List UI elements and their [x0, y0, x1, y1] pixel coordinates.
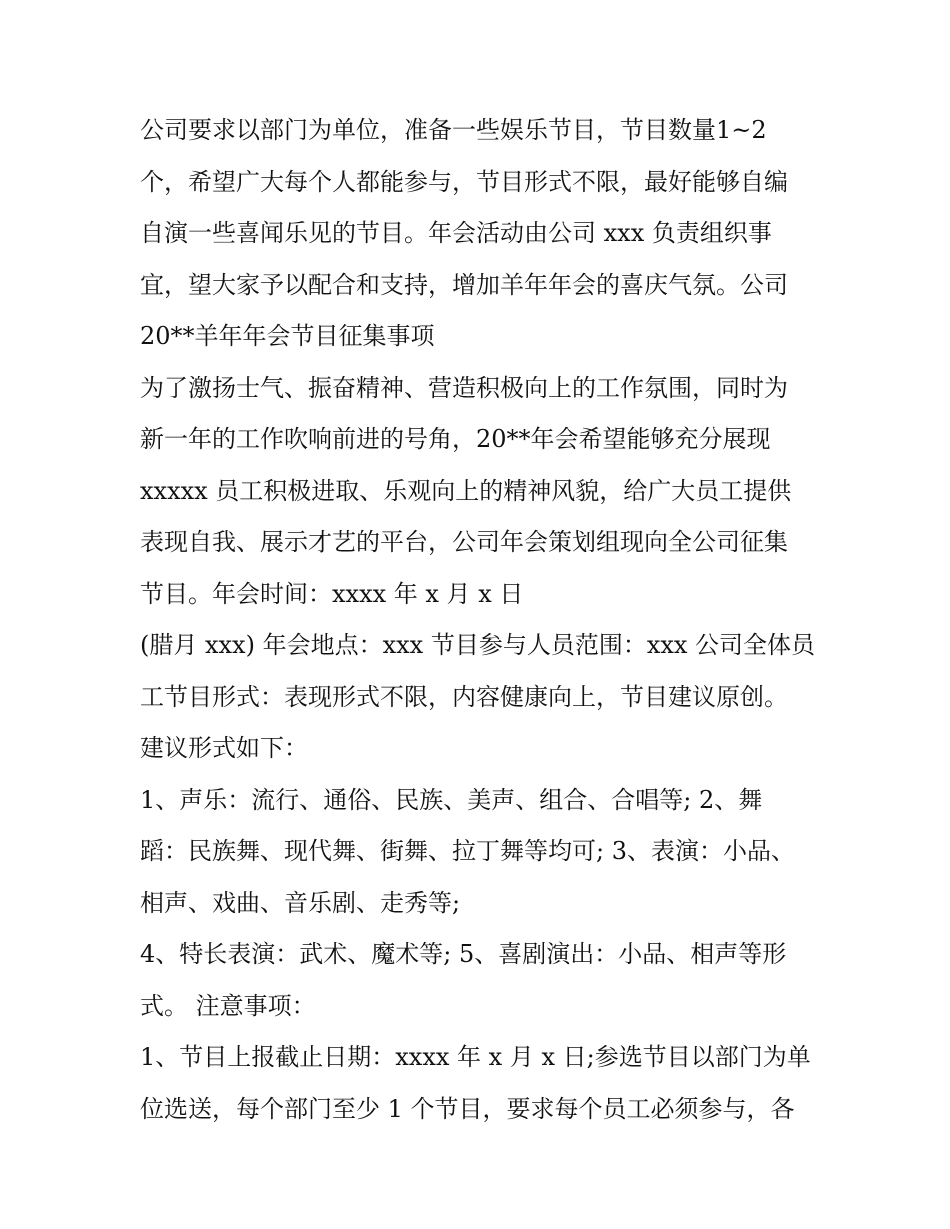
text-line: 工节目形式：表现形式不限，内容健康向上，节目建议原创。 [140, 682, 788, 711]
text-line: 自演一些喜闻乐见的节目。年会活动由公司 xxx 负责组织事 [140, 219, 772, 247]
text-line: 节目。年会时间：xxxx 年 x 月 x 日 [140, 579, 524, 608]
text-line: (腊月 xxx) 年会地点：xxx 节目参与人员范围：xxx 公司全体员 [140, 631, 816, 659]
list-item: 相声、戏曲、音乐剧、走秀等; [140, 888, 461, 917]
document-body [140, 105, 820, 1135]
list-item: 4、特长表演：武术、魔术等; 5、喜剧演出：小品、相声等形 [140, 940, 787, 968]
text-line: 新一年的工作吹响前进的号角，20**年会希望能够充分展现 [140, 425, 771, 453]
text-line: 表现自我、展示才艺的平台，公司年会策划组现向全公司征集 [140, 528, 788, 556]
text-line: 式。 注意事项： [140, 991, 316, 1020]
section-title: 20**羊年年会节目征集事项 [140, 322, 435, 350]
list-item: 1、节目上报截止日期：xxxx 年 x 月 x 日;参选节目以部门为单 [140, 1043, 811, 1071]
text-line: 个，希望广大每个人都能参与，节目形式不限，最好能够自编 [140, 167, 788, 196]
list-item: 蹈：民族舞、现代舞、街舞、拉丁舞等均可; 3、表演：小品、 [140, 837, 795, 865]
text-line: 建议形式如下： [140, 734, 308, 762]
text-line: xxxxx 员工积极进取、乐观向上的精神风貌，给广大员工提供 [140, 476, 792, 505]
list-item: 位选送，每个部门至少 1 个节目，要求每个员工必须参与，各 [140, 1094, 795, 1123]
text-line: 公司要求以部门为单位，准备一些娱乐节目，节目数量1~2 [140, 116, 767, 144]
list-item: 1、声乐：流行、通俗、民族、美声、组合、合唱等; 2、舞 [140, 785, 763, 814]
text-line: 宜，望大家予以配合和支持，增加羊年年会的喜庆气氛。公司 [140, 270, 788, 299]
text-line: 为了激扬士气、振奋精神、营造积极向上的工作氛围，同时为 [140, 373, 788, 402]
